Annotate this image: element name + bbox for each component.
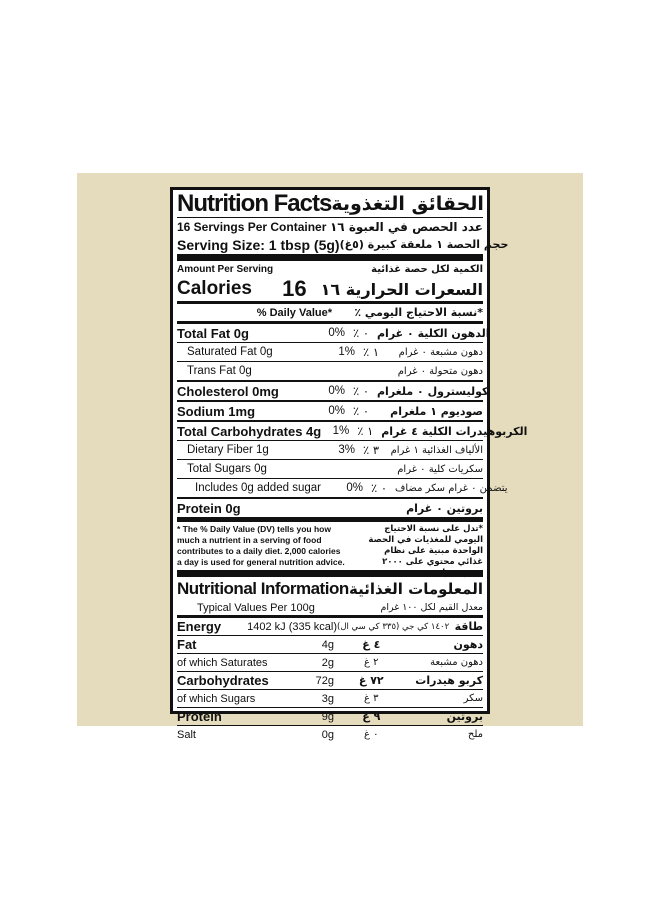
table-label-en: of which Sugars — [177, 692, 256, 705]
nutrient-row — [177, 324, 490, 342]
table-label-ar: بروتين — [446, 710, 483, 723]
table-label-ar: دهون مشبعة — [430, 657, 483, 668]
nutrient-row — [177, 402, 483, 420]
nutrient-label-en: Includes 0g added sugar — [195, 482, 321, 494]
nutrient-label-ar: سكريات كلية ٠ غرام — [397, 463, 483, 475]
energy-row — [177, 618, 483, 635]
table-label-en: Salt — [177, 728, 196, 741]
nutrient-label-en: Total Carbohydrates 4g — [177, 423, 322, 439]
nutrient-row — [177, 499, 483, 517]
table-row — [177, 672, 483, 689]
title-ar: الحقائق التغذوية — [331, 192, 484, 215]
serving-size-en: Serving Size: 1 tbsp (5g) — [177, 236, 340, 253]
nutrient-pct: 3% — [338, 444, 355, 456]
typical-en: Typical Values Per 100g — [197, 601, 315, 614]
nutrient-row — [177, 479, 508, 497]
serving-size-ar: حجم الحصة ١ ملعقة كبيرة (٥غ) — [339, 238, 509, 251]
calories-row — [177, 277, 483, 301]
nutrient-pct-ar: ٪ ٠ — [352, 404, 370, 418]
table-label-ar: سكر — [463, 693, 483, 704]
calories-value: 16 — [282, 276, 307, 301]
nutrient-pct: 0% — [328, 385, 345, 397]
info-title-ar: المعلومات الغذائية — [349, 579, 483, 598]
table-value-ar: ٩ غ — [362, 710, 381, 723]
table-row — [177, 636, 483, 653]
energy-label: Energy — [177, 619, 222, 634]
footnote-ar: *تدل على نسبة الاحتياج اليومي للمغذيات في الحصة الواحدة مبنية على نظام غذائي محتوي على ٢٠٠٠ سعرة حرارية. — [368, 524, 483, 578]
table-value-ar: ٢ غ — [363, 657, 379, 668]
nutrient-label-ar: صوديوم ١ ملغرام — [390, 404, 483, 418]
nutrient-label-ar: يتضمن ٠ غرام سكر مضاف — [395, 482, 508, 494]
dv-header-en: % Daily Value* — [256, 306, 332, 319]
nutrient-pct: 0% — [328, 405, 345, 417]
table-label-ar: ملح — [467, 729, 483, 740]
nutrient-row — [177, 343, 483, 361]
footnote — [177, 522, 483, 578]
nutrient-pct: 0% — [346, 482, 363, 494]
nutrient-pct: 1% — [338, 346, 355, 358]
nutrient-list — [177, 324, 528, 517]
nutrient-pct-ar: ٪ ٠ — [370, 481, 388, 495]
amount-ar: الكمية لكل حصة غذائية — [371, 263, 483, 275]
nutrient-label-en: Total Fat 0g — [177, 325, 249, 341]
table-row — [177, 654, 483, 671]
info-title-en: Nutritional Information — [177, 578, 349, 598]
table-label-ar: دهون — [453, 638, 483, 651]
servings-ar: عدد الحصص في العبوة ١٦ — [329, 219, 483, 234]
nutrient-label-ar: الألياف الغذائية ١ غرام — [390, 444, 483, 456]
nutrient-label-en: Protein 0g — [177, 500, 241, 516]
nutrient-label-ar: الدهون الكلية ٠ غرام — [377, 326, 490, 340]
serving-size-row — [177, 235, 509, 254]
energy-value-ar: ١٤٠٢ كي جي (٣٣٥ كي سي ال) — [337, 621, 450, 632]
info-title — [177, 577, 483, 600]
nutrient-label-en: Total Sugars 0g — [187, 463, 267, 475]
nutrient-pct-ar: ٪ ١ — [357, 424, 374, 438]
nutrient-label-ar: بروتين ٠ غرام — [406, 501, 483, 515]
nutrient-row — [177, 382, 489, 400]
table-row — [177, 690, 483, 707]
title-en: Nutrition Facts — [177, 189, 332, 217]
servings-en: 16 Servings Per Container — [177, 219, 327, 234]
table-value: 72g — [315, 674, 334, 687]
energy-value: 1402 kJ (335 kcal) — [247, 620, 337, 633]
table-value-ar: ٤ غ — [362, 638, 381, 651]
table-label-en: of which Saturates — [177, 656, 268, 669]
nutrient-label-en: Sodium 1mg — [177, 403, 256, 419]
nutrient-row — [177, 422, 528, 440]
calories-ar: السعرات الحرارية ١٦ — [320, 279, 483, 299]
amount-row — [177, 261, 483, 277]
nutrient-pct-ar: ٪ ٠ — [352, 384, 370, 398]
nutrient-pct-ar: ٪ ٠ — [352, 326, 370, 340]
nutrient-label-en: Saturated Fat 0g — [187, 346, 273, 358]
nutrition-label — [170, 187, 528, 741]
footnote-en: * The % Daily Value (DV) tells you how much a nutrient in a serving of food contributes to a daily diet. 2,000 calories a day is used for general nutrition advice. — [177, 524, 345, 567]
table-value: 4g — [321, 638, 334, 651]
table-row — [177, 726, 483, 743]
table-label-en: Carbohydrates — [177, 673, 269, 688]
nutrient-row — [177, 441, 483, 459]
table-value: 2g — [321, 656, 334, 669]
servings-row — [177, 218, 483, 235]
table-value: 0g — [321, 728, 334, 741]
nutrient-label-en: Cholesterol 0mg — [177, 383, 279, 399]
nutrition-table — [177, 635, 483, 743]
table-label-ar: كربو هيدرات — [415, 674, 483, 687]
calories-label: Calories — [177, 278, 252, 299]
typical-values — [177, 600, 483, 615]
nutrient-label-ar: دهون مشبعة ٠ غرام — [398, 346, 483, 358]
amount-en: Amount Per Serving — [177, 263, 274, 275]
nutrient-row — [177, 460, 483, 478]
table-row — [177, 708, 483, 725]
nutrient-pct-ar: ٪ ٣ — [362, 443, 380, 457]
dv-header — [177, 304, 483, 321]
table-value-ar: ٧٢ غ — [358, 674, 384, 687]
table-label-en: Fat — [177, 637, 197, 652]
table-value: 9g — [321, 710, 334, 723]
nutrient-pct-ar: ٪ ١ — [362, 345, 380, 359]
nutrient-label-en: Trans Fat 0g — [187, 365, 252, 377]
table-value-ar: ٣ غ — [363, 693, 379, 704]
energy-label-ar: طاقة — [454, 620, 483, 633]
label-title — [177, 190, 483, 217]
nutrient-label-ar: كوليسترول ٠ ملغرام — [377, 384, 489, 398]
table-label-en: Protein — [177, 709, 222, 724]
nutrient-row — [177, 362, 483, 380]
typical-ar: معدل القيم لكل ١٠٠ غرام — [380, 602, 483, 613]
nutrient-pct: 0% — [328, 327, 345, 339]
nutrient-label-ar: الكربوهيدرات الكلية ٤ غرام — [381, 424, 528, 438]
dv-header-ar: *نسبة الاحتياج اليومي ٪ — [354, 306, 483, 319]
nutrient-pct: 1% — [332, 425, 350, 437]
nutrient-label-en: Dietary Fiber 1g — [187, 444, 269, 456]
table-value: 3g — [321, 692, 334, 705]
table-value-ar: ٠ غ — [363, 729, 379, 740]
nutrient-label-ar: دهون متحولة ٠ غرام — [397, 365, 483, 377]
